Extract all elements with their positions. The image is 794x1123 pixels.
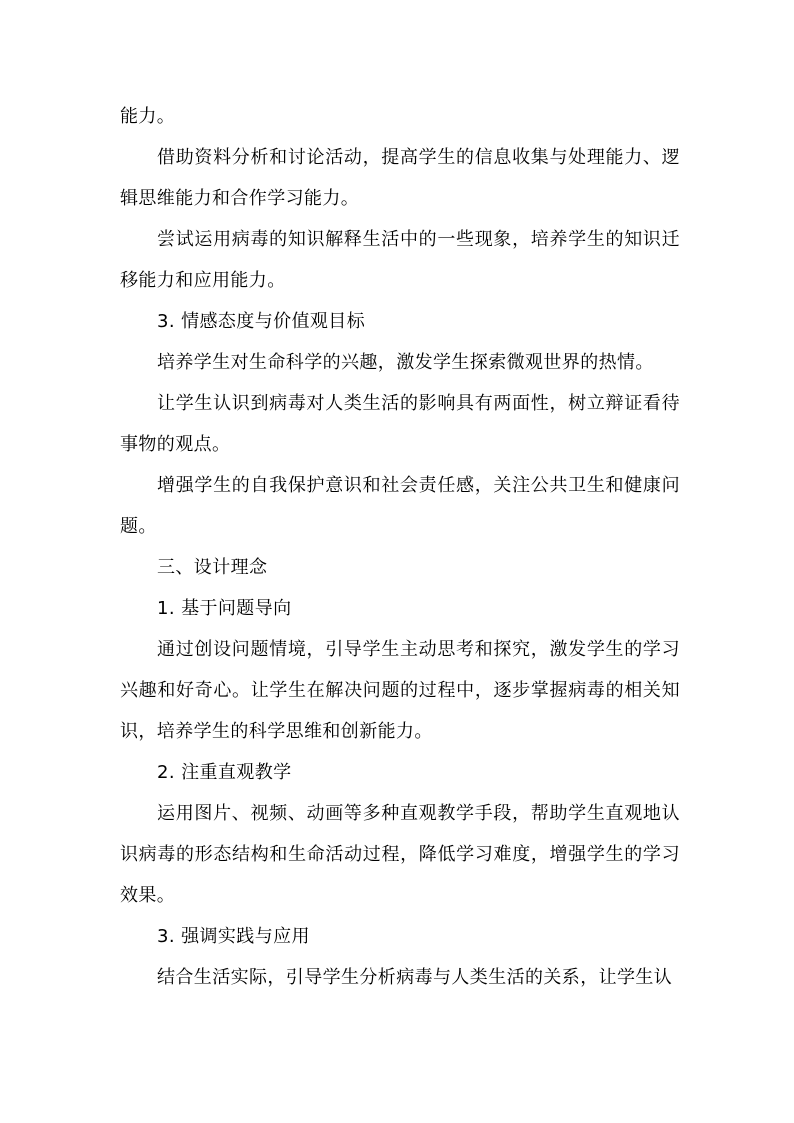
- paragraph-continuation: 能力。: [120, 106, 176, 127]
- document-body: [120, 96, 680, 998]
- paragraph-self-protection: 增强学生的自我保护意识和社会责任感，关注公共卫生和健康问题。: [120, 475, 680, 537]
- subheading-attitude-values: 3. 情感态度与价值观目标: [157, 311, 366, 332]
- section-heading-design-concept: 三、设计理念: [157, 557, 268, 578]
- paragraph-interest-life-science: 培养学生对生命科学的兴趣，激发学生探索微观世界的热情。: [157, 352, 654, 373]
- subheading-visual-teaching: 2. 注重直观教学: [157, 762, 292, 783]
- subheading-practice-application: 3. 强调实践与应用: [157, 926, 310, 947]
- paragraph-problem-situation: 通过创设问题情境，引导学生主动思考和探究，激发学生的学习兴趣和好奇心。让学生在解决问题的过程中，逐步掌握病毒的相关知识，培养学生的科学思维和创新能力。: [120, 639, 680, 742]
- paragraph-objective-knowledge-transfer: 尝试运用病毒的知识解释生活中的一些现象，培养学生的知识迁移能力和应用能力。: [120, 229, 680, 291]
- paragraph-visual-means: 运用图片、视频、动画等多种直观教学手段，帮助学生直观地认识病毒的形态结构和生命活动过程，降低学习难度，增强学生的学习效果。: [120, 803, 680, 906]
- subheading-problem-oriented: 1. 基于问题导向: [157, 598, 292, 619]
- paragraph-virus-two-sides: 让学生认识到病毒对人类生活的影响具有两面性，树立辩证看待事物的观点。: [120, 393, 680, 455]
- paragraph-real-life: 结合生活实际，引导学生分析病毒与人类生活的关系，让学生认: [157, 967, 673, 988]
- paragraph-objective-info-processing: 借助资料分析和讨论活动，提高学生的信息收集与处理能力、逻辑思维能力和合作学习能力。: [120, 147, 680, 209]
